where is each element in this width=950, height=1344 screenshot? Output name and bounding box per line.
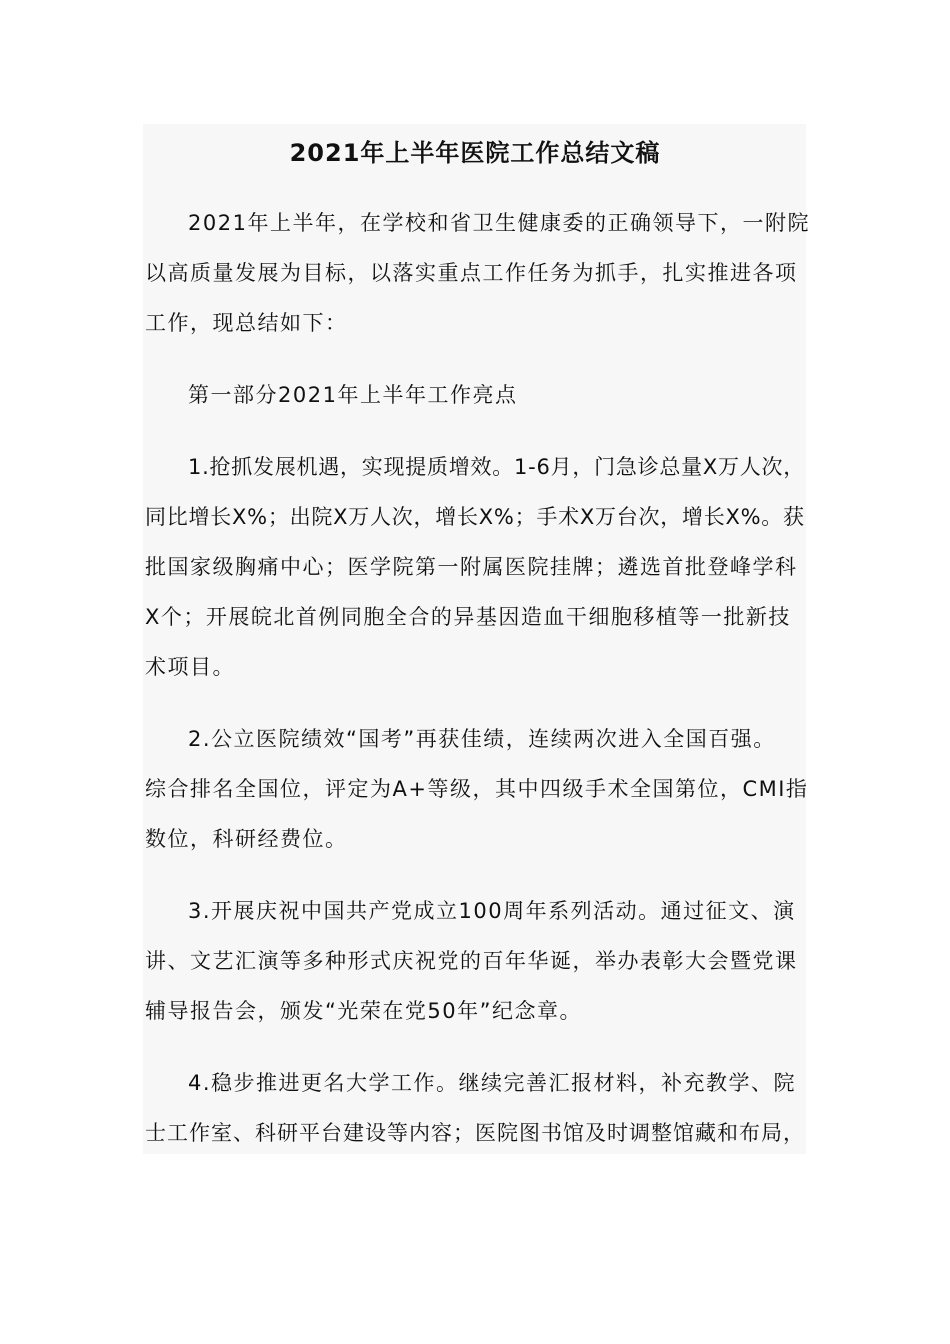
- section-heading: 第一部分2021年上半年工作亮点: [188, 383, 518, 407]
- paragraph-4-line-1: 2.公立医院绩效“国考”再获佳绩，连续两次进入全国百强。: [188, 727, 776, 751]
- paragraph-1-line-1: 2021年上半年，在学校和省卫生健康委的正确领导下，一附院: [188, 211, 810, 235]
- paragraph-5-line-3: 辅导报告会，颁发“光荣在党50年”纪念章。: [145, 999, 582, 1023]
- paragraph-1-line-2: 以高质量发展为目标，以落实重点工作任务为抓手，扎实推进各项: [145, 261, 798, 285]
- paragraph-4-line-2: 综合排名全国位，评定为A+等级，其中四级手术全国第位，CMI指: [145, 777, 809, 801]
- paragraph-4-line-3: 数位，科研经费位。: [145, 827, 348, 851]
- document-title: 2021年上半年医院工作总结文稿: [289, 139, 661, 167]
- paragraph-5-line-1: 3.开展庆祝中国共产党成立100周年系列活动。通过征文、演: [188, 899, 796, 923]
- paragraph-6-line-2: 士工作室、科研平台建设等内容；医院图书馆及时调整馆藏和布局，: [145, 1121, 805, 1145]
- paragraph-1-line-3: 工作，现总结如下：: [145, 311, 348, 335]
- paragraph-3-line-4: X个；开展皖北首例同胞全合的异基因造血干细胞移植等一批新技: [145, 605, 791, 629]
- paragraph-3-line-2: 同比增长X%；出院X万人次，增长X%；手术X万台次，增长X%。获: [145, 505, 805, 529]
- paragraph-3-line-5: 术项目。: [145, 655, 235, 679]
- paragraph-3-line-3: 批国家级胸痛中心；医学院第一附属医院挂牌；遴选首批登峰学科: [145, 555, 798, 579]
- paragraph-5-line-2: 讲、文艺汇演等多种形式庆祝党的百年华诞，举办表彰大会暨党课: [145, 949, 798, 973]
- paragraph-6-line-1: 4.稳步推进更名大学工作。继续完善汇报材料，补充教学、院: [188, 1071, 797, 1095]
- paragraph-3-line-1: 1.抢抓发展机遇，实现提质增效。1-6月，门急诊总量X万人次，: [188, 455, 805, 479]
